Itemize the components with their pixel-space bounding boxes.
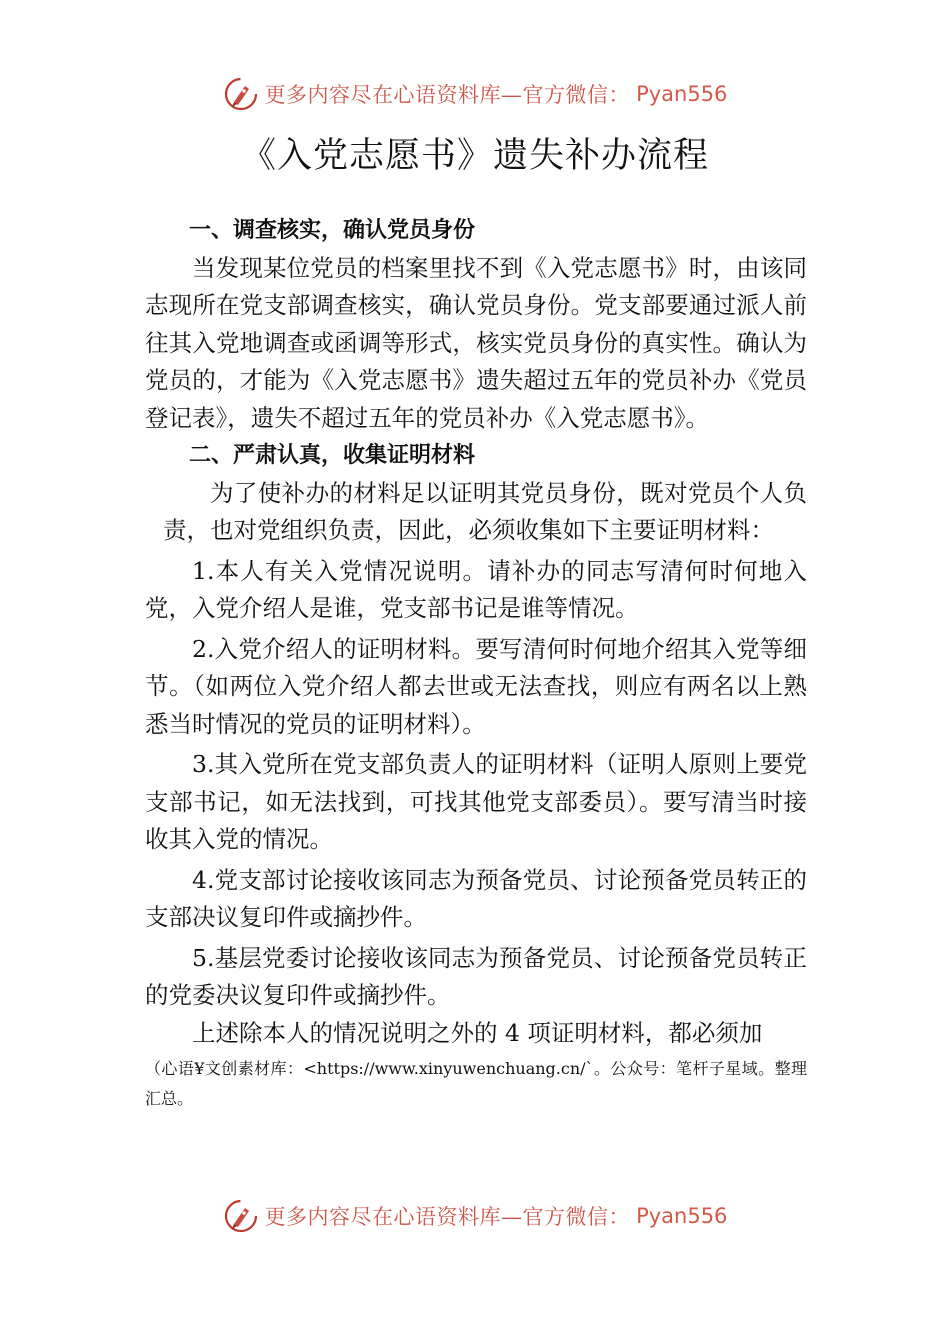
section-1-heading: 一、调查核实，确认党员身份 xyxy=(189,218,476,243)
banner-text: 更多内容尽在心语资料库—官方微信： xyxy=(264,83,631,107)
document-body xyxy=(145,212,807,1114)
banner-text: 更多内容尽在心语资料库—官方微信： xyxy=(264,1205,631,1229)
evidence-item-2: 2.入党介绍人的证明材料。要写清何时何地介绍其入党等细节。（如两位入党介绍人都去世或无法查找，则应有两名以上熟悉当时情况的党员的证明材料）。 xyxy=(145,634,807,738)
evidence-item-3: 3.其入党所在党支部负责人的证明材料（证明人原则上要党支部书记，如无法找到，可找其他党支部委员）。要写清当时接收其入党的情况。 xyxy=(145,750,807,853)
bottom-banner xyxy=(0,1194,950,1238)
section-2-heading: 二、严肃认真，收集证明材料 xyxy=(189,443,476,468)
evidence-item-4: 4.党支部讨论接收该同志为预备党员、讨论预备党员转正的支部决议复印件或摘抄件。 xyxy=(145,865,807,931)
banner-wechat-handle: Pyan556 xyxy=(636,82,728,106)
pen-nib-logo-icon xyxy=(223,1198,259,1234)
pen-nib-logo-icon xyxy=(223,76,259,112)
evidence-item-5: 5.基层党委讨论接收该同志为预备党员、讨论预备党员转正的党委决议复印件或摘抄件。 xyxy=(145,943,807,1009)
top-banner xyxy=(0,72,950,116)
evidence-item-1: 1.本人有关入党情况说明。请补办的同志写清何时何地入党，入党介绍人是谁，党支部书记是谁等情况。 xyxy=(145,556,807,622)
document-title: 《入党志愿书》遗失补办流程 xyxy=(240,136,709,176)
source-note: （心语¥文创素材库：<https://www.xinyuwenchuang.cn/`。公众号：笔杆子星域。整理汇总。 xyxy=(145,1059,807,1108)
section-2-intro: 为了使补办的材料足以证明其党员身份，既对党员个人负责，也对党组织负责，因此，必须收集如下主要证明材料： xyxy=(163,478,807,544)
closing-paragraph: 上述除本人的情况说明之外的 4 项证明材料，都必须加 xyxy=(192,1018,763,1047)
section-1-paragraph: 当发现某位党员的档案里找不到《入党志愿书》时，由该同志现所在党支部调查核实，确认党员身份。党支部要通过派人前往其入党地调查或函调等形式，核实党员身份的真实性。确认为党员的，才能为《入党志愿书》遗失超过五年的党员补办《党员登记表》，遗失不超过五年的党员补办《入党志愿书》。 xyxy=(145,253,807,432)
banner-wechat-handle: Pyan556 xyxy=(636,1204,728,1228)
